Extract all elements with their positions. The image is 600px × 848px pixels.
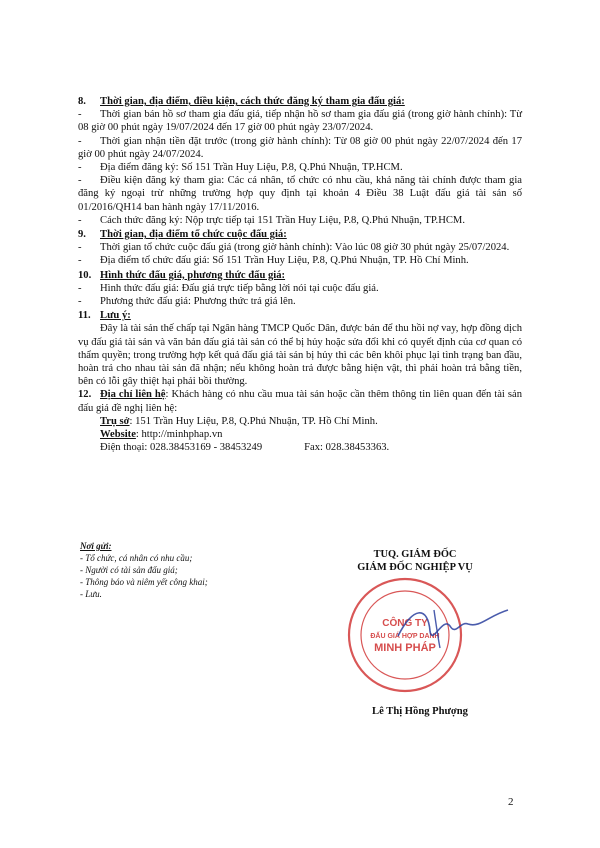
seal-text-line: MINH PHÁP <box>374 642 436 654</box>
phone-fax-line <box>78 441 522 454</box>
section-9-item: - Thời gian tổ chức cuộc đấu giá (trong giờ hành chính): Vào lúc 08 giờ 30 phút ngày 25/07/2024. <box>78 242 510 254</box>
handwritten-signature-icon <box>388 596 518 656</box>
fax-number: Fax: 028.38453363. <box>304 442 390 454</box>
section-8-title: Thời gian, địa điểm, điều kiện, cách thức đăng ký tham gia đấu giá: <box>100 96 405 107</box>
section-8-item: - Cách thức đăng ký: Nộp trực tiếp tại 151 Trần Huy Liệu, P.8, Q.Phú Nhuận, TP.HCM. <box>78 214 465 226</box>
section-8-item: - Điều kiện đăng ký tham gia: Các cá nhân, tổ chức có nhu cầu, khả năng tài chính được tham gia đăng ký ngoại trừ những trường hợp quy định tại khoản 4 Điều 38 Luật đấu giá tài sản số 01/2016/QH14 ban hành ngày 17/11/2016. <box>78 175 522 213</box>
signature-line-2: GIÁM ĐỐC NGHIỆP VỤ <box>357 562 473 573</box>
section-12-intro: : Khách hàng có nhu cầu mua tài sản hoặc cần thêm thông tin liên quan đến tài sản đấu giá đề nghị liên hệ: <box>78 389 522 414</box>
section-8-heading: 8. Thời gian, địa điểm, điều kiện, cách thức đăng ký tham gia đấu giá: <box>78 96 405 107</box>
website-link[interactable]: : http://minhphap.vn <box>135 429 223 441</box>
section-8-item: - Thời gian nhận tiền đặt trước (trong giờ hành chính): Từ 08 giờ 00 phút ngày 22/07/2024 đến 17 giờ 00 phút ngày 24/07/2024. <box>78 135 522 160</box>
section-10-title: Hình thức đấu giá, phương thức đấu giá: <box>100 269 286 281</box>
website-line: Website: http://minhphap.vn <box>100 429 223 441</box>
section-8-item: - Thời gian bán hồ sơ tham gia đấu giá, tiếp nhận hồ sơ tham gia đấu giá (trong giờ hành chính): Từ 08 giờ 00 phút ngày 19/07/2024 đến 17 giờ 00 phút ngày 23/07/2024. <box>78 109 522 134</box>
section-10-heading: 10. Hình thức đấu giá, phương thức đấu giá: <box>78 269 286 281</box>
recipient-item: - Thông báo và niêm yết công khai; <box>80 577 208 587</box>
section-11-note: Đây là tài sản thế chấp tại Ngân hàng TMCP Quốc Dân, được bán để thu hồi nợ vay, hợp đồng dịch vụ đấu giá tài sản và văn bản đấu giá tài sản có thể bị hủy hoặc sửa đổi khi có quyết định của cơ quan có thẩm quyền; trong trường hợp kết quả đấu giá tài sản bị hủy thì các bên khôi phục lại tình trạng ban đầu, hoàn trả cho nhau tài sản đã nhận; nếu không hoàn trả được bằng hiện vật, thì phải hoàn trả bằng tiền, bên có lỗi gây thiệt hại phải bồi thường. <box>78 323 522 388</box>
signer-name: Lê Thị Hồng Phượng <box>372 706 468 717</box>
seal-text-line: CÔNG TY <box>382 618 428 629</box>
recipient-item: - Người có tài sản đấu giá; <box>80 565 178 575</box>
phone-number: Điện thoại: 028.38453169 - 38453249 <box>100 442 263 454</box>
section-12-block: 12. Địa chỉ liên hệ: Khách hàng có nhu cầu mua tài sản hoặc cần thêm thông tin liên quan đến tài sản đấu giá đề nghị liên hệ: <box>78 389 522 414</box>
recipient-item: - Lưu. <box>80 589 102 599</box>
document-body <box>78 94 522 454</box>
recipients-heading: Nơi gửi: <box>80 541 112 551</box>
section-9-item: - Địa điểm tổ chức đấu giá: Số 151 Trần Huy Liệu, P.8, Q.Phú Nhuận, TP. Hồ Chí Minh. <box>78 255 469 267</box>
signature-title <box>320 548 510 574</box>
seal-text-line: ĐẤU GIÁ HỢP DANH <box>370 633 440 640</box>
recipient-item: - Tổ chức, cá nhân có nhu cầu; <box>80 553 193 563</box>
section-11-heading: 11. Lưu ý: <box>78 310 131 322</box>
recipients-list <box>80 540 280 600</box>
section-10-item: - Phương thức đấu giá: Phương thức trả giá lên. <box>78 296 296 308</box>
section-10-item: - Hình thức đấu giá: Đấu giá trực tiếp bằng lời nói tại cuộc đấu giá. <box>78 282 379 294</box>
section-8-item: - Địa điểm đăng ký: Số 151 Trần Huy Liệu, P.8, Q.Phú Nhuận, TP.HCM. <box>78 162 403 174</box>
page-number: 2 <box>508 796 514 808</box>
section-9-heading: 9. Thời gian, địa điểm tổ chức cuộc đấu giá: <box>78 229 287 241</box>
section-11-title: Lưu ý: <box>100 310 131 322</box>
office-address: Trụ sở: 151 Trần Huy Liệu, P.8, Q.Phú Nhuận, TP. Hồ Chí Minh. <box>100 415 378 427</box>
section-9-title: Thời gian, địa điểm tổ chức cuộc đấu giá: <box>100 229 287 241</box>
signature-line-1: TUQ. GIÁM ĐỐC <box>373 549 457 560</box>
section-12-title: Địa chỉ liên hệ <box>100 389 166 401</box>
